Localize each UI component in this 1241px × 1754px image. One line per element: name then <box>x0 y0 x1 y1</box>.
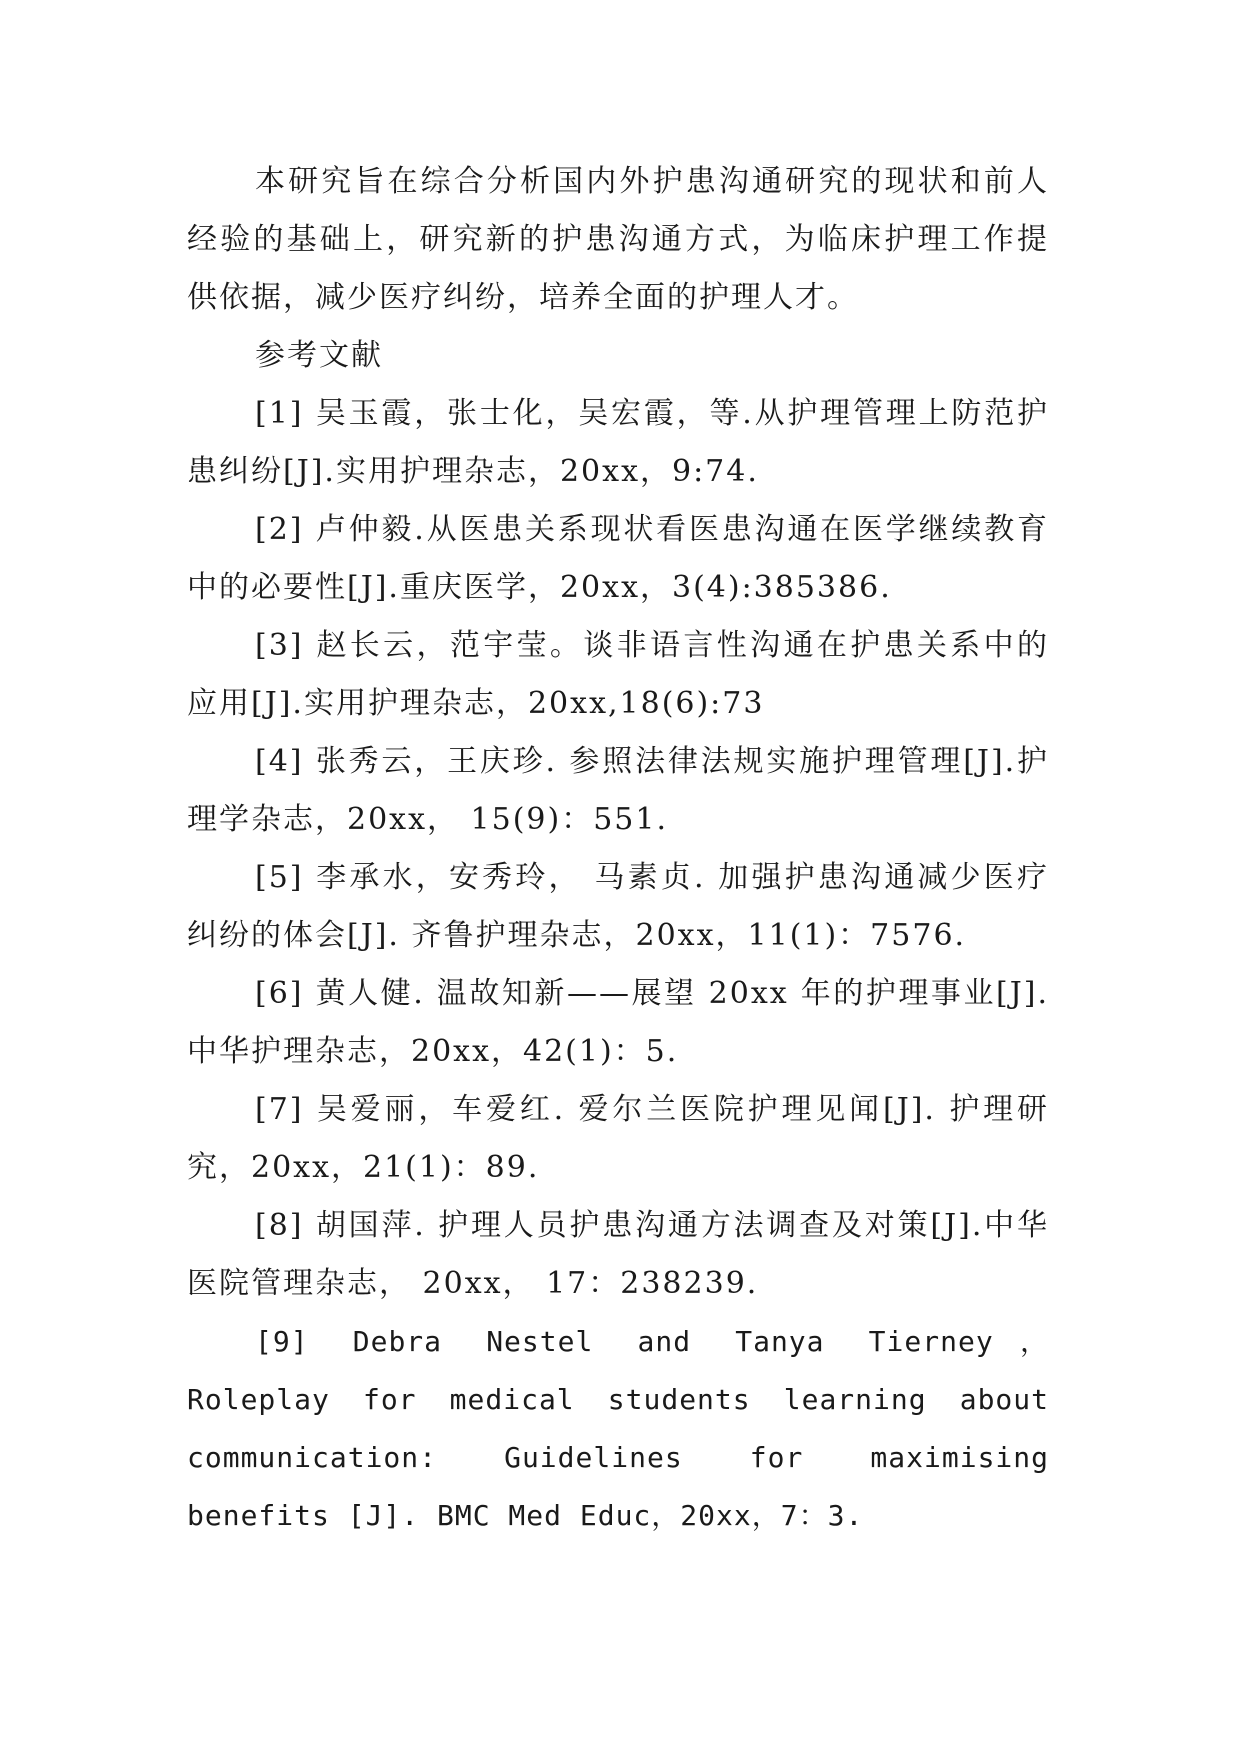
intro-paragraph: 本研究旨在综合分析国内外护患沟通研究的现状和前人经验的基础上，研究新的护患沟通方式，为临床护理工作提供依据，减少医疗纠纷，培养全面的护理人才。 <box>187 164 1049 315</box>
reference-item-9: [9] Debra Nestel and Tanya Tierney， Roleplay for medical students learning about communication: Guidelines for maximising benefits [J]. BMC Med Educ，20xx，7：3. <box>187 1325 1049 1532</box>
reference-item-1: [1] 吴玉霞，张士化，吴宏霞，等.从护理管理上防范护患纠纷[J].实用护理杂志，20xx，9:74. <box>187 396 1049 489</box>
reference-item-7: [7] 吴爱丽，车爱红. 爱尔兰医院护理见闻[J]. 护理研究，20xx，21(1)：89. <box>187 1092 1049 1185</box>
reference-item-5: [5] 李承水，安秀玲， 马素贞. 加强护患沟通减少医疗纠纷的体会[J]. 齐鲁护理杂志，20xx，11(1)：7576. <box>187 860 1049 953</box>
reference-item-3: [3] 赵长云，范宇莹。谈非语言性沟通在护患关系中的应用[J].实用护理杂志，20xx,18(6):73 <box>187 628 1049 721</box>
reference-item-8: [8] 胡国萍. 护理人员护患沟通方法调查及对策[J].中华医院管理杂志， 20xx， 17：238239. <box>187 1208 1049 1301</box>
references-heading: 参考文献 <box>255 338 383 373</box>
document-page <box>187 153 1049 1545</box>
reference-item-4: [4] 张秀云，王庆珍. 参照法律法规实施护理管理[J].护理学杂志，20xx， 15(9)：551. <box>187 744 1049 837</box>
reference-item-2: [2] 卢仲毅.从医患关系现状看医患沟通在医学继续教育中的必要性[J].重庆医学，20xx，3(4):385386. <box>187 512 1049 605</box>
reference-item-6: [6] 黄人健. 温故知新——展望 20xx 年的护理事业[J].中华护理杂志，20xx，42(1)：5. <box>187 976 1049 1069</box>
